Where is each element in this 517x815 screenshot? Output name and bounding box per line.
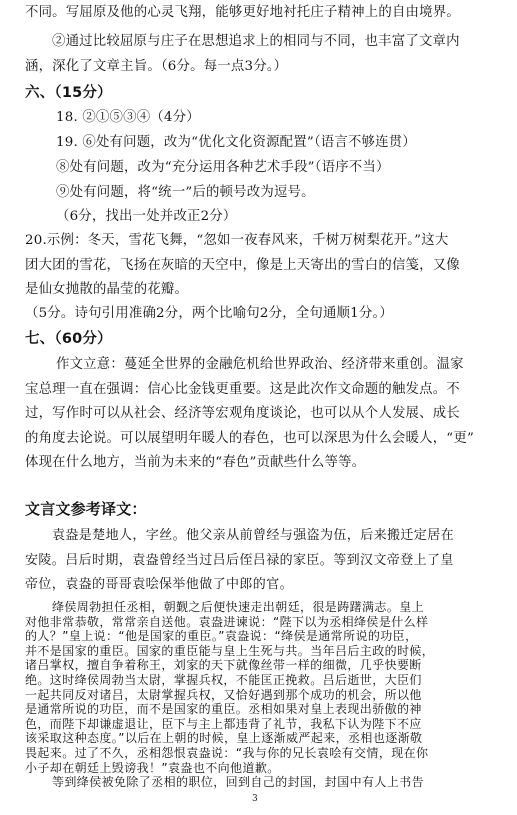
answer-text-line: 团大团的雪花，飞扬在灰暗的天空中，像是上天寄出的雪白的信笺，又像: [25, 258, 460, 273]
page-number: 3: [252, 794, 258, 804]
answer-text-line: 19. ⑥处有问题，改为“优化文化资源配置”（语言不够连贯）: [56, 135, 416, 150]
section-heading-seven: 七、（60分）: [25, 331, 112, 347]
translation-text-line: 一起共同反对诸吕，太尉掌握兵权，又恰好遇到那个成功的机会，所以他: [25, 687, 422, 702]
answer-text-line: 作文立意：蔓延全世界的金融危机给世界政治、经济带来重创。温家: [56, 357, 464, 372]
translation-heading: 文言文参考译文：: [25, 500, 147, 518]
translation-text-line: 色，而陛下却谦虚退让，臣下与主上都违背了礼节，我私下认为陛下不应: [25, 716, 422, 731]
answer-text-line: 18. ②①⑤③④（4分）: [56, 110, 200, 125]
translation-text-line: 对他非常恭敬，常常亲自送他。袁盎进谏说：“陛下以为丞相绛侯是什么样: [25, 614, 429, 629]
answer-text-line: ②通过比较屈原与庄子在思想追求上的相同与不同，也丰富了文章内: [52, 34, 460, 49]
answer-text-line: ⑧处有问题，改为“充分运用各种艺术手段”（语序不当）: [56, 160, 390, 175]
answer-text-line: 不同。写屈原及他的心灵飞翔，能够更好地衬托庄子精神上的自由境界。: [25, 5, 460, 20]
translation-text-line: 的人？”皇上说：“他是国家的重臣。”袁盎说：“绛侯是通常所说的功臣，: [25, 629, 418, 644]
translation-text-line: 绛侯周勃担任丞相，朝觐之后便快速走出朝廷，很是踌躇满志。皇上: [52, 600, 425, 614]
translation-text-line: 该采取这种态度。”以后在上朝的时候，皇上逐渐威严起来，丞相也逐渐敬: [25, 731, 423, 746]
answer-text-line: ⑨处有问题，将“统一”后的顿号改为逗号。: [56, 185, 315, 200]
answer-text-line: （5分。诗句引用准确2分，两个比喻句2分，全句通顺1分。）: [25, 306, 393, 321]
translation-text-line: 畏起来。过了不久，丞相怨恨袁盎说：“我与你的兄长袁哙有交情，现在你: [25, 746, 429, 760]
translation-text-line: 绝。这时绛侯周勃当太尉，掌握兵权，不能匡正挽救。吕后逝世，大臣们: [25, 673, 422, 687]
answer-text-line: 涵，深化了文章主旨。（6分。每一点3分。）: [25, 59, 288, 74]
translation-text-line: 诸吕掌权，擅自争着称王，刘家的天下就像丝带一样的细微，几乎快要断: [25, 658, 422, 673]
translation-text-line: 是通常所说的功臣，而不是国家的重臣。丞相如果对皇上表现出骄傲的神: [25, 702, 422, 717]
section-heading-six: 六、（15分）: [25, 85, 112, 101]
answer-text-line: 是仙女抛散的晶莹的花瓣。: [25, 282, 189, 297]
translation-text-line: 安陵。吕后时期，袁盎曾经当过吕后侄吕禄的家臣。等到汉文帝登上了皇: [25, 553, 454, 568]
translation-text-line: 袁盎是楚地人，字丝。他父亲从前曾经与强盗为伍，后来搬迁定居在: [52, 528, 455, 543]
answer-text-line: （6分，找出一处并改正2分）: [56, 209, 237, 224]
answer-text-line: 宝总理一直在强调：信心比金钱更重要。这是此次作文命题的触发点。不: [25, 382, 460, 397]
translation-text-line: 帝位，袁盎的哥哥袁哙保举他做了中郎的官。: [25, 577, 294, 592]
translation-text-line: 小子却在朝廷上毁谤我！”袁盎也不向他道歉。: [25, 760, 280, 775]
answer-text-line: 20.示例：冬天，雪花飞舞，“忽如一夜春风来，千树万树梨花开。”这大: [25, 233, 449, 248]
answer-text-line: 的角度去论说。可以展望明年暖人的春色，也可以深思为什么会暖人，“更”: [25, 431, 474, 446]
answer-text-line: 体现在什么地方，当前为未来的“春色”贡献些什么等等。: [25, 455, 366, 470]
answer-text-line: 过，写作时可以从社会、经济等宏观角度谈论，也可以从个人发展、成长: [25, 406, 460, 421]
translation-text-line: 并不是国家的重臣。国家的重臣能与皇上生死与共。当年吕后主政的时候，: [25, 643, 435, 658]
translation-text-line: 等到绛侯被免除了丞相的职位，回到自己的封国，封国中有人上书告: [52, 775, 425, 790]
